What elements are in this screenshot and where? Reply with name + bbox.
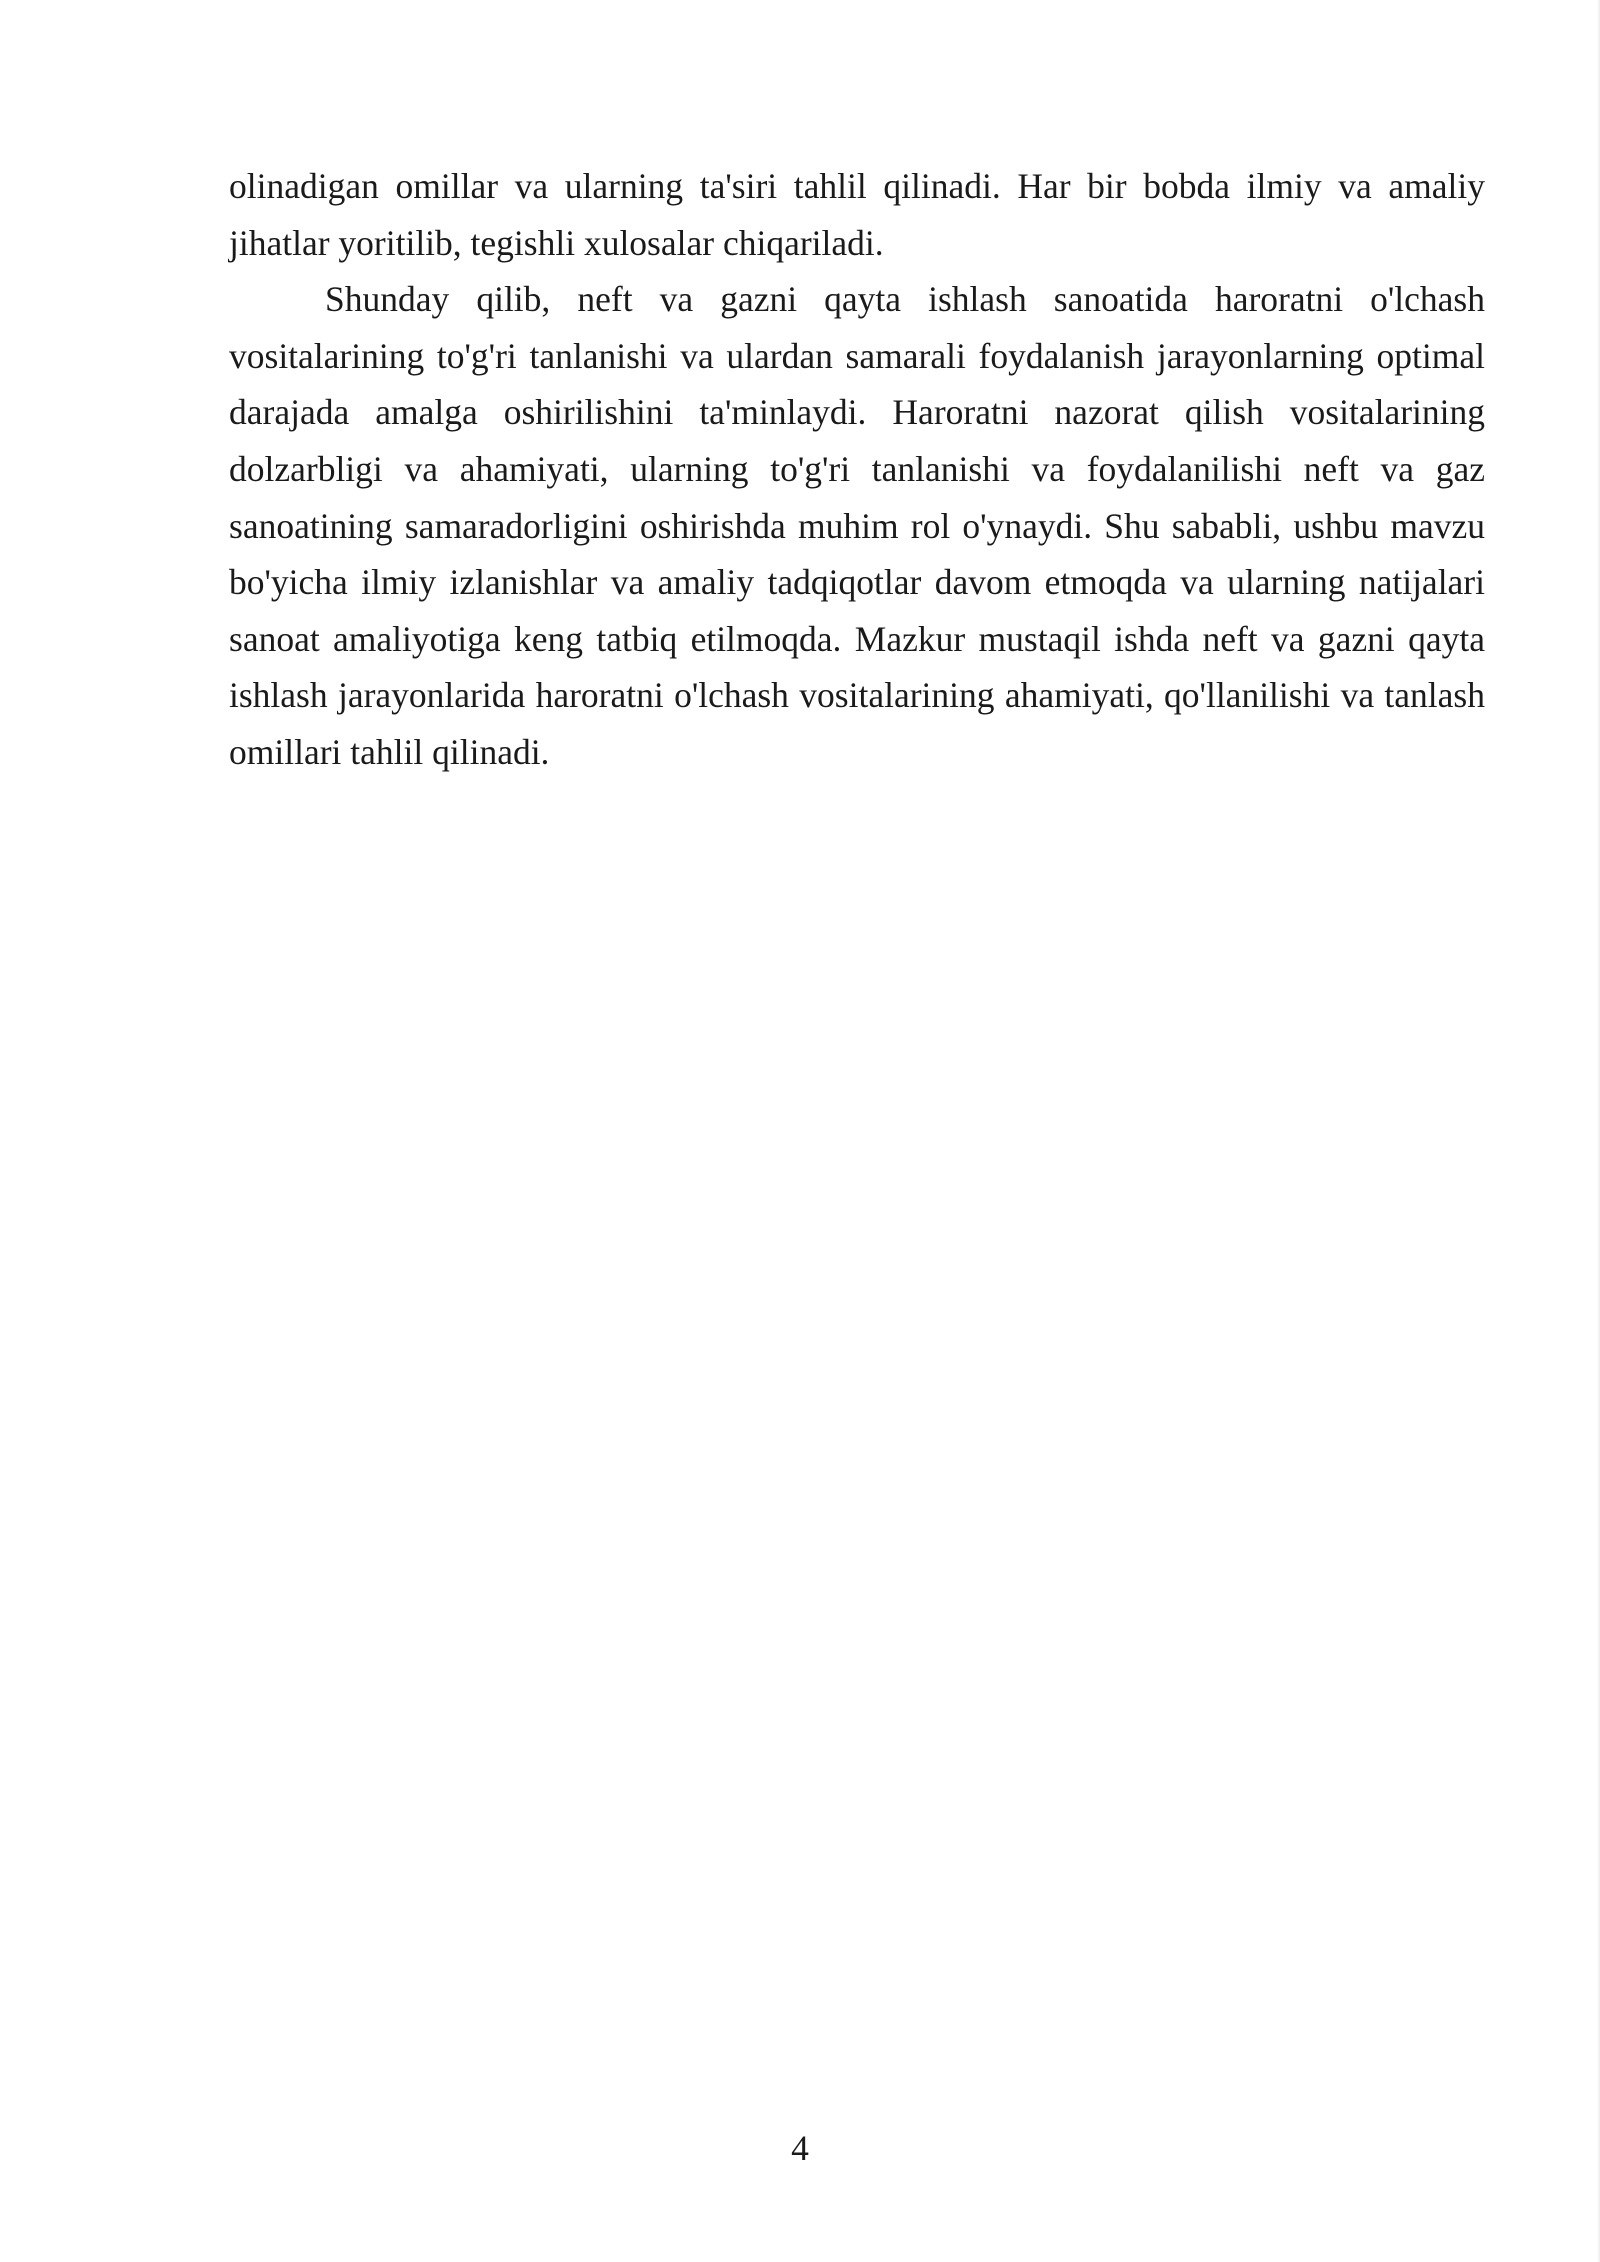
page-number: 4: [791, 2128, 809, 2168]
body-text: [229, 158, 1485, 781]
paragraph-conclusion: Shunday qilib, neft va gazni qayta ishlash sanoatida haroratni o'lchash vositalarining to'g'ri tanlanishi va ulardan samarali foydalanish jarayonlarning optimal darajada amalga oshirilishini ta'minlaydi. Haroratni nazorat qilish vositalarining dolzarbligi va ahamiyati, ularning to'g'ri tanlanishi va foydalanilishi neft va gaz sanoatining samaradorligini oshirishda muhim rol o'ynaydi. Shu sababli, ushbu mavzu bo'yicha ilmiy izlanishlar va amaliy tadqiqotlar davom etmoqda va ularning natijalari sanoat amaliyotiga keng tatbiq etilmoqda. Mazkur mustaqil ishda neft va gazni qayta ishlash jarayonlarida haroratni o'lchash vositalarining ahamiyati, qo'llanilishi va tanlash omillari tahlil qilinadi.: [229, 279, 1485, 772]
paragraph-continuation: olinadigan omillar va ularning ta'siri tahlil qilinadi. Har bir bobda ilmiy va amaliy jihatlar yoritilib, tegishli xulosalar chiqariladi.: [229, 166, 1485, 263]
